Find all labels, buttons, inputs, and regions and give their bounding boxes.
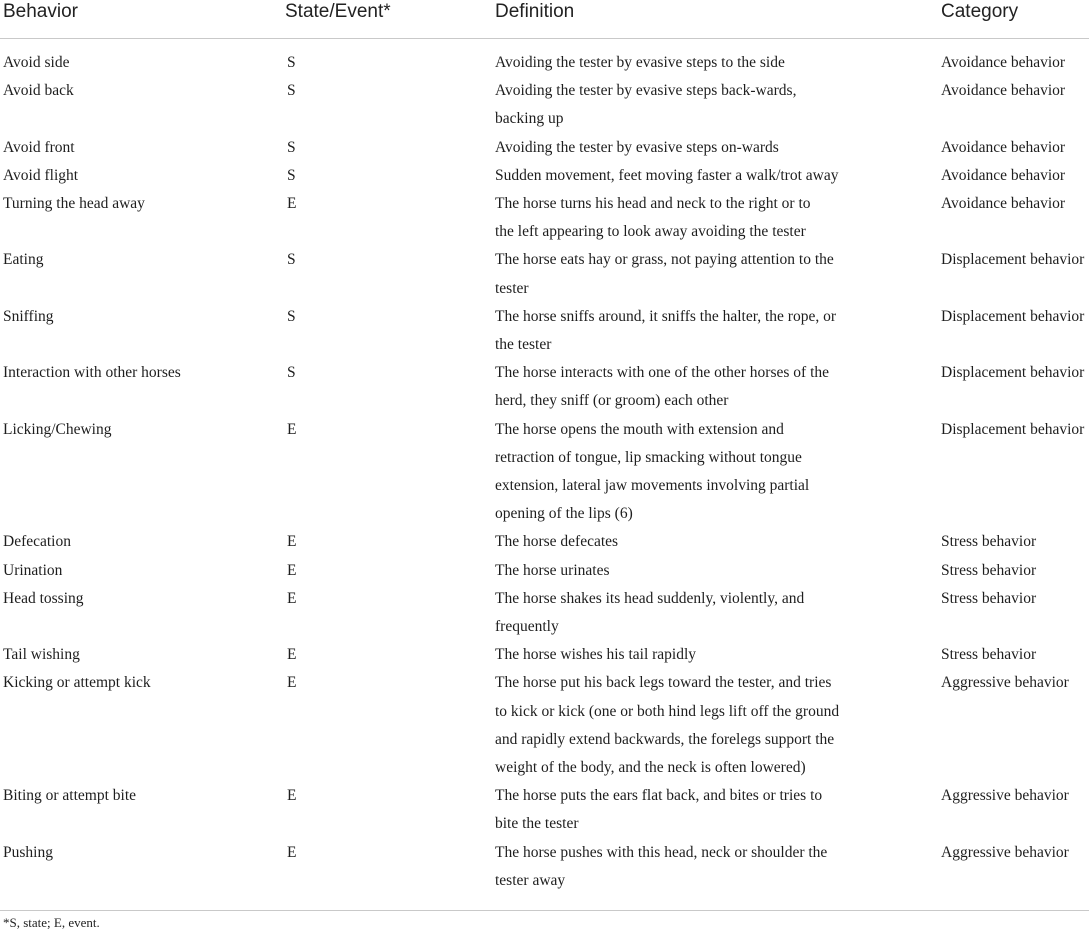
definition-cell bbox=[495, 782, 855, 838]
definition-line: The horse put his back legs toward the tester, and tries bbox=[495, 674, 832, 692]
behavior-cell: Urination bbox=[3, 561, 63, 579]
definition-line: frequently bbox=[495, 618, 559, 635]
category-cell: Displacement behavior bbox=[941, 251, 1085, 269]
definition-line: The horse opens the mouth with extension and bbox=[495, 420, 784, 438]
state-event-cell: E bbox=[287, 561, 297, 579]
table-header bbox=[0, 0, 1089, 38]
table-footnote: *S, state; E, event. bbox=[3, 915, 100, 930]
category-cell: Avoidance behavior bbox=[941, 166, 1066, 184]
behavior-cell: Eating bbox=[3, 251, 44, 269]
state-event-cell: E bbox=[287, 420, 297, 438]
definition-line: Avoiding the tester by evasive steps on-wards bbox=[495, 138, 779, 156]
state-event-cell: E bbox=[287, 589, 297, 607]
behavior-cell: Tail wishing bbox=[3, 646, 80, 664]
definition-cell bbox=[495, 246, 855, 302]
definition-cell bbox=[495, 528, 855, 556]
category-cell: Displacement behavior bbox=[941, 364, 1085, 382]
definition-line: Avoiding the tester by evasive steps to the side bbox=[495, 54, 785, 71]
behavior-cell: Interaction with other horses bbox=[3, 364, 181, 382]
category-cell: Stress behavior bbox=[941, 561, 1037, 579]
behavior-cell: Biting or attempt bite bbox=[3, 787, 137, 805]
definition-line: The horse shakes its head suddenly, violently, and bbox=[495, 589, 805, 607]
definition-cell bbox=[495, 162, 855, 190]
state-event-cell: S bbox=[287, 138, 296, 156]
definition-line: The horse defecates bbox=[495, 533, 619, 551]
definition-cell bbox=[495, 641, 855, 669]
category-cell: Displacement behavior bbox=[941, 307, 1085, 325]
definition-line: The horse pushes with this head, neck or shoulder the bbox=[495, 843, 828, 861]
state-event-cell: S bbox=[287, 307, 296, 325]
definition-cell bbox=[495, 190, 855, 246]
state-event-cell: S bbox=[287, 54, 296, 71]
definition-line: The horse sniffs around, it sniffs the halter, the rope, or bbox=[495, 307, 837, 325]
behavior-cell: Sniffing bbox=[3, 307, 54, 325]
definition-line: backing up bbox=[495, 110, 564, 128]
definition-cell bbox=[495, 839, 855, 895]
definition-line: opening of the lips (6) bbox=[495, 505, 633, 523]
state-event-cell: E bbox=[287, 674, 297, 692]
state-event-cell: S bbox=[287, 364, 296, 382]
header-state-event: State/Event* bbox=[285, 1, 391, 22]
behavior-cell: Avoid flight bbox=[3, 166, 79, 184]
category-cell: Avoidance behavior bbox=[941, 82, 1066, 100]
category-cell: Stress behavior bbox=[941, 533, 1037, 551]
state-event-cell: E bbox=[287, 646, 297, 664]
state-event-cell: E bbox=[287, 787, 297, 805]
category-cell: Displacement behavior bbox=[941, 420, 1085, 438]
header-category: Category bbox=[941, 1, 1019, 22]
behavior-cell: Kicking or attempt kick bbox=[3, 674, 151, 692]
definition-line: The horse eats hay or grass, not paying attention to the bbox=[495, 251, 834, 269]
definition-line: Avoiding the tester by evasive steps back-wards, bbox=[495, 82, 797, 100]
state-event-cell: E bbox=[287, 843, 297, 861]
definition-cell bbox=[495, 49, 855, 77]
definition-line: and rapidly extend backwards, the forelegs support the bbox=[495, 730, 835, 748]
behavior-cell: Avoid back bbox=[3, 82, 74, 100]
definition-line: Sudden movement, feet moving faster a walk/trot away bbox=[495, 166, 839, 184]
definition-cell bbox=[495, 134, 855, 162]
category-cell: Stress behavior bbox=[941, 646, 1037, 664]
definition-line: weight of the body, and the neck is often lowered) bbox=[495, 759, 806, 776]
definition-line: herd, they sniff (or groom) each other bbox=[495, 392, 729, 410]
definition-cell bbox=[495, 585, 855, 641]
category-cell: Aggressive behavior bbox=[941, 674, 1069, 692]
table-bottom-divider bbox=[0, 910, 1089, 911]
state-event-cell: E bbox=[287, 195, 297, 212]
category-cell: Avoidance behavior bbox=[941, 54, 1066, 71]
definition-cell bbox=[495, 303, 855, 359]
definition-line: The horse wishes his tail rapidly bbox=[495, 646, 697, 664]
behavior-cell: Head tossing bbox=[3, 589, 84, 607]
definition-line: The horse urinates bbox=[495, 561, 610, 579]
definition-cell bbox=[495, 359, 855, 415]
definition-line: tester bbox=[495, 279, 529, 297]
definition-line: extension, lateral jaw movements involving partial bbox=[495, 477, 810, 494]
definition-line: bite the tester bbox=[495, 815, 579, 833]
category-cell: Avoidance behavior bbox=[941, 138, 1066, 156]
definition-line: the left appearing to look away avoiding the tester bbox=[495, 223, 806, 241]
definition-line: to kick or kick (one or both hind legs lift off the ground bbox=[495, 702, 840, 720]
definition-cell bbox=[495, 669, 855, 782]
definition-line: The horse interacts with one of the other horses of the bbox=[495, 364, 830, 382]
state-event-cell: E bbox=[287, 533, 297, 551]
header-behavior: Behavior bbox=[3, 1, 78, 22]
category-cell: Avoidance behavior bbox=[941, 195, 1066, 212]
behavior-cell: Turning the head away bbox=[3, 195, 145, 212]
definition-cell bbox=[495, 557, 855, 585]
behavior-cell: Avoid side bbox=[3, 54, 70, 71]
state-event-cell: S bbox=[287, 82, 296, 100]
definition-cell bbox=[495, 77, 855, 133]
category-cell: Stress behavior bbox=[941, 589, 1037, 607]
behavior-cell: Avoid front bbox=[3, 138, 75, 156]
definition-line: the tester bbox=[495, 336, 552, 353]
definition-line: The horse puts the ears flat back, and bites or tries to bbox=[495, 787, 823, 805]
state-event-cell: S bbox=[287, 166, 296, 184]
category-cell: Aggressive behavior bbox=[941, 787, 1069, 805]
definition-line: retraction of tongue, lip smacking without tongue bbox=[495, 448, 802, 466]
definition-cell bbox=[495, 416, 855, 529]
behavior-cell: Licking/Chewing bbox=[3, 420, 112, 438]
behavior-cell: Pushing bbox=[3, 843, 53, 861]
definition-line: tester away bbox=[495, 871, 566, 889]
state-event-cell: S bbox=[287, 251, 296, 269]
header-definition: Definition bbox=[495, 1, 575, 22]
header-divider bbox=[0, 38, 1089, 39]
behavior-cell: Defecation bbox=[3, 533, 71, 551]
definition-line: The horse turns his head and neck to the right or to bbox=[495, 195, 811, 212]
category-cell: Aggressive behavior bbox=[941, 843, 1069, 861]
